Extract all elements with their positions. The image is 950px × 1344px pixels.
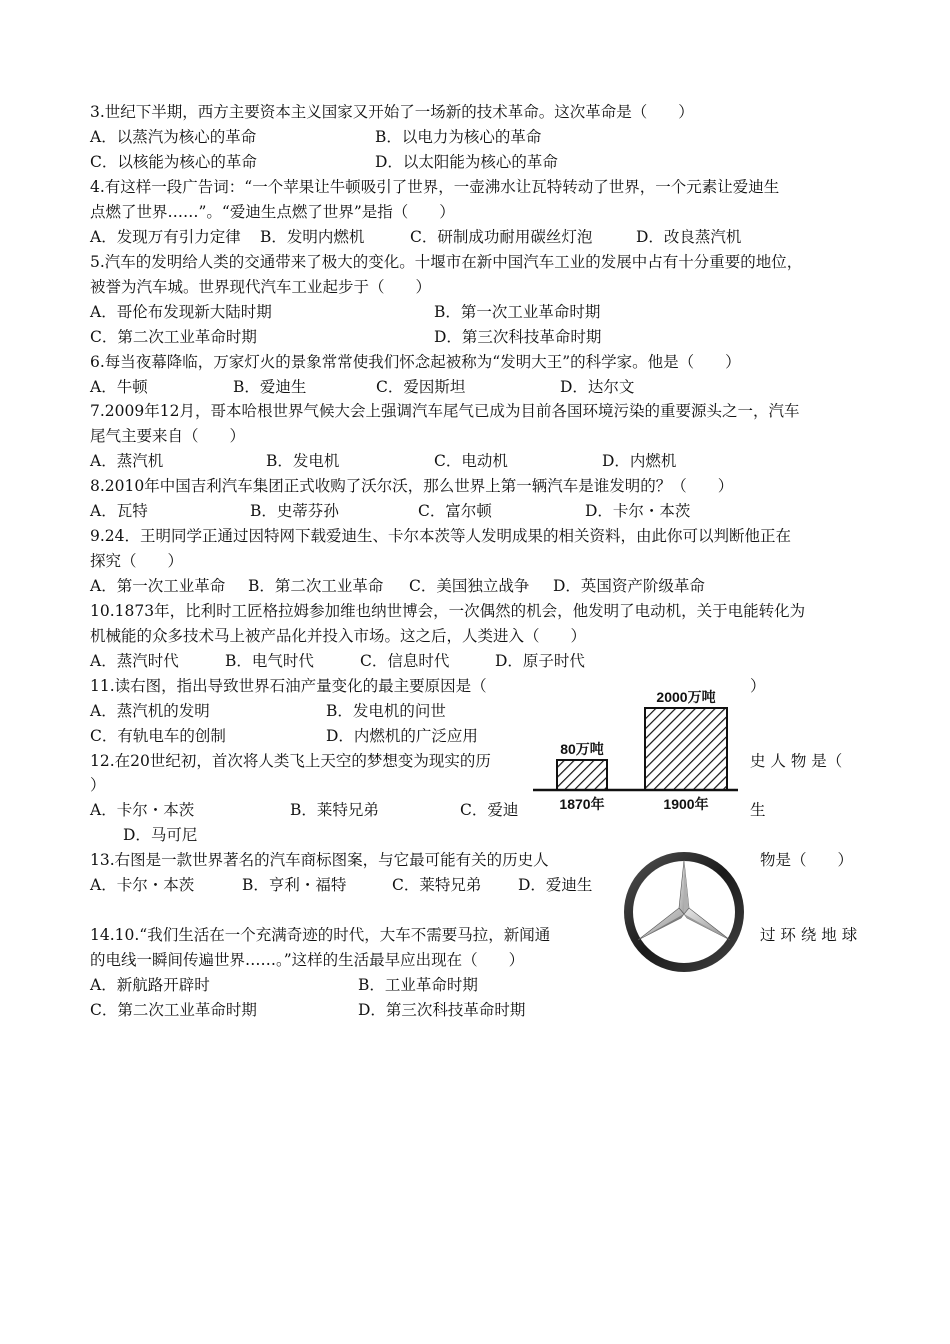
q11-option-a: A．蒸汽机的发明 [90,702,210,720]
q12-option-a: A．卡尔・本茨 [90,801,195,819]
q10-stem-line1: 10.1873年，比利时工匠格拉姆参加维也纳世博会，一次偶然的机会，他发明了电动机，关于电能转化为 [90,602,806,620]
chart-tick-label: 1870年 [559,796,605,812]
q14-option-a: A．新航路开辟时 [90,976,210,994]
q7-option-d: D．内燃机 [602,452,677,470]
q10-option-c: C．信息时代 [360,652,450,670]
q8-stem: 8.2010年中国吉利汽车集团正式收购了沃尔沃，那么世界上第一辆汽车是谁发明的？（ ） [90,477,734,495]
q14-stem-line1a: 14.10.“我们生活在一个充满奇迹的时代，大车不需要马拉，新闻通 [90,926,551,944]
q11-option-c: C．有轨电车的创制 [90,727,226,745]
q3-option-a: A．以蒸汽为核心的革命 [90,128,257,146]
chart-bar-1900年 [645,708,727,790]
q11-option-b: B．发电机的问世 [326,702,446,720]
q12-stem-line2: ） [90,776,106,794]
q5-option-d: D．第三次科技革命时期 [434,328,602,346]
q12-option-d: D．马可尼 [123,826,198,844]
q8-option-d: D．卡尔・本茨 [585,502,691,520]
q4-stem-line2: 点燃了世界……”。“爱迪生点燃了世界”是指（ ） [90,203,455,221]
q7-option-c: C．电动机 [434,452,508,470]
q14-option-c: C．第二次工业革命时期 [90,1001,257,1019]
q3-option-d: D．以太阳能为核心的革命 [375,153,558,171]
q5-option-a: A．哥伦布发现新大陆时期 [90,303,272,321]
chart-tick-label: 1900年 [663,796,709,812]
q6-option-d: D．达尔文 [560,378,635,396]
chart-bar-1870年 [557,760,607,790]
q10-stem-line2: 机械能的众多技术马上被产品化并投入市场。这之后，人类进入（ ） [90,627,587,645]
q14-stem-line1b: 过 环 绕 地 球 [760,926,858,944]
q4-option-d: D．改良蒸汽机 [636,228,742,246]
q4-option-b: B．发明内燃机 [260,228,365,246]
q6-stem: 6.每当夜幕降临，万家灯火的景象常常使我们怀念起被称为“发明大王”的科学家。他是（ ） [90,353,741,371]
q4-option-c: C．研制成功耐用碳丝灯泡 [410,228,593,246]
q9-stem-line1: 9.24．王明同学正通过因特网下载爱迪生、卡尔本茨等人发明成果的相关资料，由此你可以判断他正在 [90,527,792,545]
q13-stem-a: 13.右图是一款世界著名的汽车商标图案，与它最可能有关的历史人 [90,851,549,869]
q11-option-d: D．内燃机的广泛应用 [326,727,478,745]
q6-option-b: B．爱迪生 [233,378,307,396]
q12-stem-line1b: 史 人 物 是（ [750,752,843,770]
oil-production-chart [525,680,755,820]
three-pointed-star-logo-icon [620,848,748,976]
q8-option-b: B．史蒂芬孙 [250,502,339,520]
q10-option-d: D．原子时代 [495,652,585,670]
q13-option-c: C．莱特兄弟 [392,876,482,894]
q6-option-a: A．牛顿 [90,378,148,396]
q7-option-a: A．蒸汽机 [90,452,164,470]
q12-option-b: B．莱特兄弟 [290,801,379,819]
q9-option-b: B．第二次工业革命 [248,577,384,595]
q12-stem-line1a: 12.在20世纪初，首次将人类飞上天空的梦想变为现实的历 [90,752,491,770]
q5-stem-line1: 5.汽车的发明给人类的交通带来了极大的变化。十堰市在新中国汽车工业的发展中占有十分重要的地位， [90,253,803,271]
q11-stem-close: ） [750,677,766,695]
q7-stem-line1: 7.2009年12月，哥本哈根世界气候大会上强调汽车尾气已成为目前各国环境污染的重要源头之一，汽车 [90,402,800,420]
q3-option-b: B．以电力为核心的革命 [375,128,542,146]
q14-stem-line2: 的电线一瞬间传遍世界……。”这样的生活最早应出现在（ ） [90,951,525,969]
q7-stem-line2: 尾气主要来自（ ） [90,427,246,445]
q9-stem-line2: 探究（ ） [90,552,184,570]
q10-option-b: B．电气时代 [225,652,314,670]
q8-option-c: C．富尔顿 [418,502,492,520]
q5-stem-line2: 被誉为汽车城。世界现代汽车工业起步于（ ） [90,278,432,296]
q13-option-b: B．亨利・福特 [242,876,347,894]
q10-option-a: A．蒸汽时代 [90,652,179,670]
q8-option-a: A．瓦特 [90,502,148,520]
q13-stem-b: 物是（ ） [760,851,854,869]
q7-option-b: B．发电机 [266,452,340,470]
q13-option-d: D．爱迪生 [518,876,593,894]
q3-option-c: C．以核能为核心的革命 [90,153,257,171]
chart-data-label: 2000万吨 [656,689,716,705]
q14-option-b: B．工业革命时期 [358,976,478,994]
q3-stem: 3.世纪下半期，西方主要资本主义国家又开始了一场新的技术革命。这次革命是（ ） [90,103,694,121]
q4-option-a: A．发现万有引力定律 [90,228,241,246]
q13-option-a: A．卡尔・本茨 [90,876,195,894]
q12-option-c-end: 生 [750,801,766,819]
q6-option-c: C．爱因斯坦 [376,378,466,396]
q4-stem-line1: 4.有这样一段广告词：“一个苹果让牛顿吸引了世界，一壶沸水让瓦特转动了世界，一个元素让爱迪生 [90,178,780,196]
q9-option-a: A．第一次工业革命 [90,577,226,595]
q5-option-b: B．第一次工业革命时期 [434,303,601,321]
chart-data-label: 80万吨 [560,741,604,757]
q14-option-d: D．第三次科技革命时期 [358,1001,526,1019]
q11-stem: 11.读右图，指出导致世界石油产量变化的最主要原因是（ [90,677,487,695]
q9-option-c: C．美国独立战争 [409,577,530,595]
q12-option-c: C．爱迪 [460,801,519,819]
q5-option-c: C．第二次工业革命时期 [90,328,257,346]
q9-option-d: D．英国资产阶级革命 [553,577,705,595]
